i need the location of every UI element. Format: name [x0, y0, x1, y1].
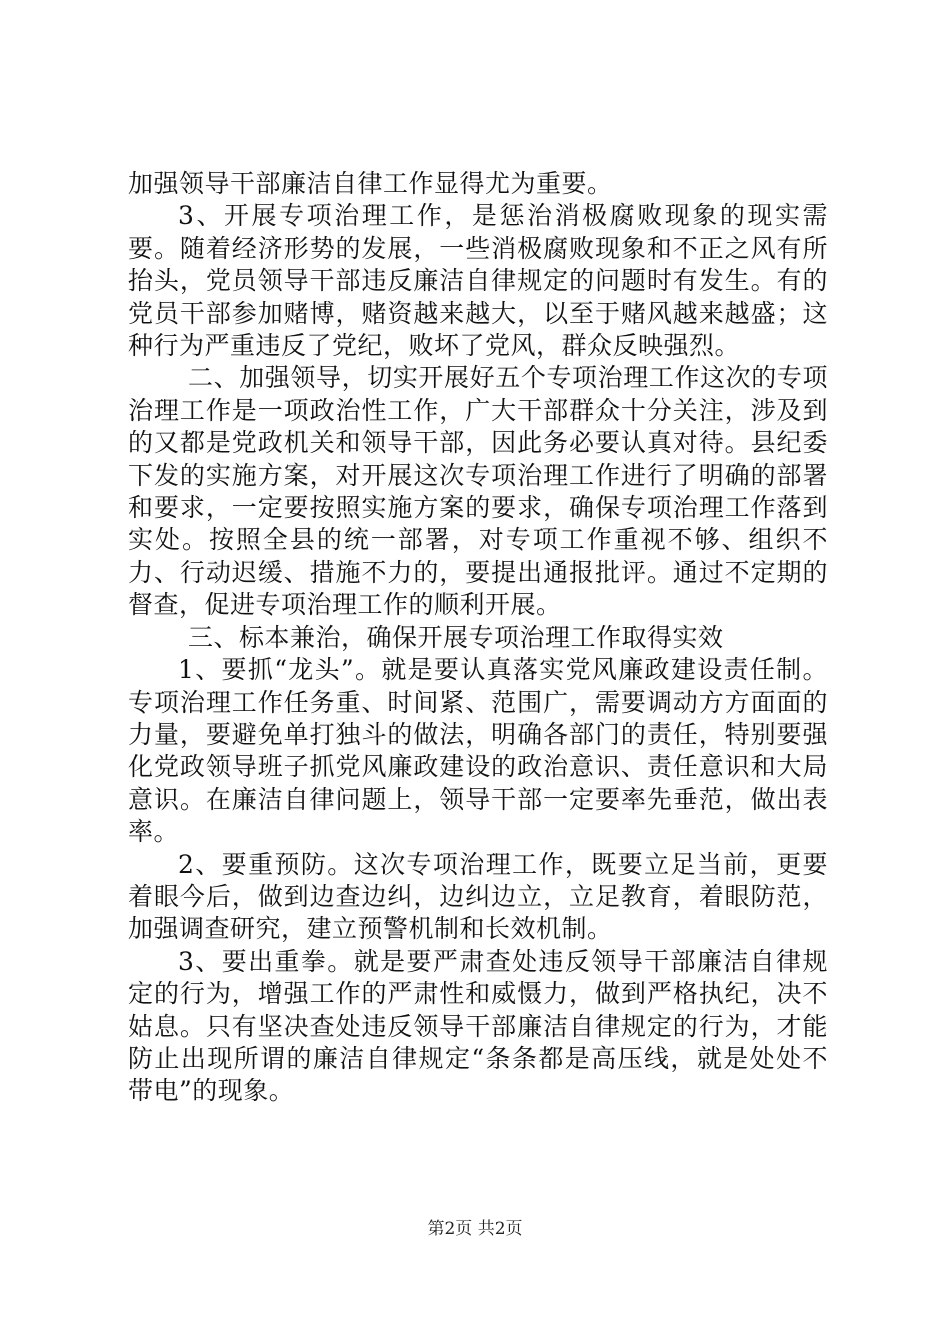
document-body	[128, 168, 828, 1108]
section-heading-3: 三、标本兼治，确保开展专项治理工作取得实效	[188, 622, 724, 652]
paragraph-point-3-enforcement: 3、要出重拳。就是要严肃查处违反领导干部廉洁自律规定的行为，增强工作的严肃性和威慑力，做到严格执纪，决不姑息。只有坚决查处违反领导干部廉洁自律规定的行为，才能防止出现所谓的廉洁自律规定“条条都是高压线，就是处处不带电”的现象。	[128, 946, 828, 1106]
page-number-footer: 第2页 共2页	[427, 1219, 523, 1239]
paragraph-point-1-leadership: 1、要抓“龙头”。就是要认真落实党风廉政建设责任制。专项治理工作任务重、时间紧、范围广，需要调动方方面面的力量，要避免单打独斗的做法，明确各部门的责任，特别要强化党政领导班子抓党风廉政建设的政治意识、责任意识和大局意识。在廉洁自律问题上，领导干部一定要率先垂范，做出表率。	[128, 655, 828, 847]
paragraph-point-3-necessity: 3、开展专项治理工作，是惩治消极腐败现象的现实需要。随着经济形势的发展，一些消极腐败现象和不正之风有所抬头，党员领导干部违反廉洁自律规定的问题时有发生。有的党员干部参加赌博，赌资越来越大，以至于赌风越来越盛；这种行为严重违反了党纪，败坏了党风，群众反映强烈。	[128, 201, 828, 361]
paragraph-point-2-prevention: 2、要重预防。这次专项治理工作，既要立足当前，更要着眼今后，做到边查边纠，边纠边立，立足教育，着眼防范，加强调查研究，建立预警机制和长效机制。	[128, 849, 828, 944]
section-heading-2-paragraph: 二、加强领导，切实开展好五个专项治理工作这次的专项治理工作是一项政治性工作，广大干部群众十分关注，涉及到的又都是党政机关和领导干部，因此务必要认真对待。县纪委下发的实施方案，对开展这次专项治理工作进行了明确的部署和要求，一定要按照实施方案的要求，确保专项治理工作落到实处。按照全县的统一部署，对专项工作重视不够、组织不力、行动迟缓、措施不力的，要提出通报批评。通过不定期的督查，促进专项治理工作的顺利开展。	[128, 363, 828, 620]
paragraph-continuation: 加强领导干部廉洁自律工作显得尤为重要。	[128, 169, 613, 198]
